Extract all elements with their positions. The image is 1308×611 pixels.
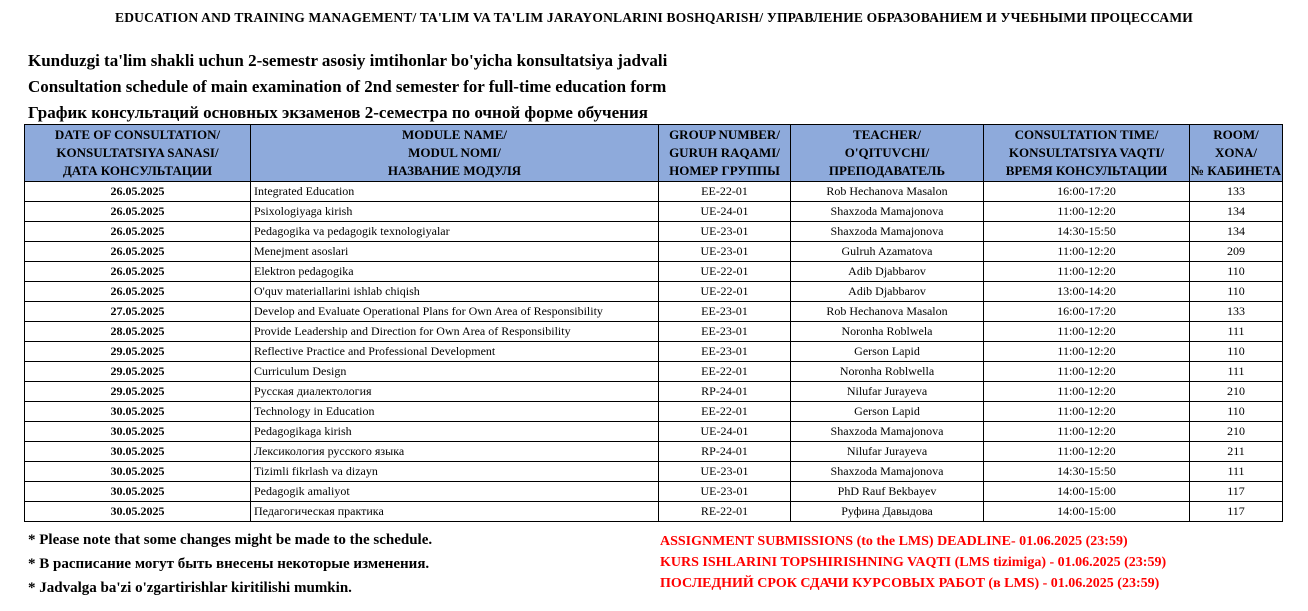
cell-teacher: Noronha Roblwela bbox=[791, 322, 984, 342]
cell-group: EE-22-01 bbox=[659, 402, 791, 422]
cell-room: 110 bbox=[1190, 262, 1283, 282]
cell-time: 16:00-17:20 bbox=[984, 302, 1190, 322]
cell-module: Curriculum Design bbox=[251, 362, 659, 382]
cell-group: RE-22-01 bbox=[659, 502, 791, 522]
cell-teacher: Adib Djabbarov bbox=[791, 282, 984, 302]
deadline-uz: KURS ISHLARINI TOPSHIRISHNING VAQTI (LMS tizimiga) - 01.06.2025 (23:59) bbox=[660, 555, 1167, 570]
cell-teacher: Gulruh Azamatova bbox=[791, 242, 984, 262]
cell-room: 111 bbox=[1190, 362, 1283, 382]
cell-date: 26.05.2025 bbox=[25, 182, 251, 202]
cell-time: 14:00-15:00 bbox=[984, 502, 1190, 522]
cell-room: 110 bbox=[1190, 402, 1283, 422]
cell-room: 134 bbox=[1190, 222, 1283, 242]
cell-module: Integrated Education bbox=[251, 182, 659, 202]
table-row bbox=[25, 262, 1283, 282]
cell-teacher: Rob Hechanova Masalon bbox=[791, 302, 984, 322]
cell-time: 11:00-12:20 bbox=[984, 382, 1190, 402]
cell-module: O'quv materiallarini ishlab chiqish bbox=[251, 282, 659, 302]
note-en: * Please note that some changes might be made to the schedule. bbox=[28, 532, 433, 548]
col-header-module: MODULE NAME/ MODUL NOMI/ НАЗВАНИЕ МОДУЛЯ bbox=[251, 125, 659, 182]
table-row bbox=[25, 222, 1283, 242]
cell-module: Psixologiyaga kirish bbox=[251, 202, 659, 222]
table-row bbox=[25, 242, 1283, 262]
cell-time: 11:00-12:20 bbox=[984, 202, 1190, 222]
cell-teacher: Nilufar Jurayeva bbox=[791, 442, 984, 462]
cell-time: 11:00-12:20 bbox=[984, 422, 1190, 442]
table-row bbox=[25, 462, 1283, 482]
col-header-date: DATE OF CONSULTATION/ KONSULTATSIYA SANASI/ ДАТА КОНСУЛЬТАЦИИ bbox=[25, 125, 251, 182]
cell-group: RP-24-01 bbox=[659, 382, 791, 402]
cell-time: 13:00-14:20 bbox=[984, 282, 1190, 302]
schedule-titles bbox=[28, 48, 667, 126]
cell-module: Elektron pedagogika bbox=[251, 262, 659, 282]
cell-date: 27.05.2025 bbox=[25, 302, 251, 322]
cell-teacher: Noronha Roblwella bbox=[791, 362, 984, 382]
cell-module: Русская диалектология bbox=[251, 382, 659, 402]
cell-group: EE-23-01 bbox=[659, 302, 791, 322]
cell-group: UE-22-01 bbox=[659, 282, 791, 302]
cell-date: 26.05.2025 bbox=[25, 222, 251, 242]
cell-room: 111 bbox=[1190, 322, 1283, 342]
cell-time: 11:00-12:20 bbox=[984, 322, 1190, 342]
title-en: Consultation schedule of main examination of 2nd semester for full-time education form bbox=[28, 77, 667, 96]
cell-group: UE-22-01 bbox=[659, 262, 791, 282]
col-header-time: CONSULTATION TIME/ KONSULTATSIYA VAQTI/ ВРЕМЯ КОНСУЛЬТАЦИИ bbox=[984, 125, 1190, 182]
cell-date: 26.05.2025 bbox=[25, 242, 251, 262]
cell-module: Tizimli fikrlash va dizayn bbox=[251, 462, 659, 482]
cell-module: Педагогическая практика bbox=[251, 502, 659, 522]
cell-date: 30.05.2025 bbox=[25, 402, 251, 422]
table-header-row bbox=[25, 125, 1283, 182]
cell-module: Reflective Practice and Professional Development bbox=[251, 342, 659, 362]
cell-time: 11:00-12:20 bbox=[984, 342, 1190, 362]
cell-teacher: Rob Hechanova Masalon bbox=[791, 182, 984, 202]
title-uz: Kunduzgi ta'lim shakli uchun 2-semestr asosiy imtihonlar bo'yicha konsultatsiya jadvali bbox=[28, 51, 668, 70]
cell-date: 30.05.2025 bbox=[25, 482, 251, 502]
col-header-room: ROOM/ XONA/ № КАБИНЕТА bbox=[1190, 125, 1283, 182]
cell-teacher: Nilufar Jurayeva bbox=[791, 382, 984, 402]
table-row bbox=[25, 302, 1283, 322]
cell-time: 11:00-12:20 bbox=[984, 442, 1190, 462]
cell-module: Provide Leadership and Direction for Own Area of Responsibility bbox=[251, 322, 659, 342]
table-row bbox=[25, 282, 1283, 302]
cell-room: 117 bbox=[1190, 482, 1283, 502]
deadline-ru: ПОСЛЕДНИЙ СРОК СДАЧИ КУРСОВЫХ РАБОТ (в LMS) - 01.06.2025 (23:59) bbox=[660, 576, 1160, 591]
consultation-table bbox=[24, 124, 1283, 522]
table-row bbox=[25, 202, 1283, 222]
table-row bbox=[25, 502, 1283, 522]
cell-group: EE-22-01 bbox=[659, 182, 791, 202]
cell-room: 133 bbox=[1190, 182, 1283, 202]
cell-room: 111 bbox=[1190, 462, 1283, 482]
cell-date: 30.05.2025 bbox=[25, 442, 251, 462]
table-row bbox=[25, 362, 1283, 382]
schedule-notes bbox=[28, 528, 432, 600]
table-body bbox=[25, 182, 1283, 522]
cell-teacher: Gerson Lapid bbox=[791, 402, 984, 422]
cell-room: 117 bbox=[1190, 502, 1283, 522]
cell-time: 11:00-12:20 bbox=[984, 362, 1190, 382]
cell-group: UE-23-01 bbox=[659, 222, 791, 242]
title-ru: График консультаций основных экзаменов 2-семестра по очной форме обучения bbox=[28, 103, 648, 122]
cell-group: EE-23-01 bbox=[659, 342, 791, 362]
cell-date: 29.05.2025 bbox=[25, 362, 251, 382]
cell-group: EE-23-01 bbox=[659, 322, 791, 342]
deadline-notices bbox=[660, 531, 1166, 594]
cell-module: Develop and Evaluate Operational Plans for Own Area of Responsibility bbox=[251, 302, 659, 322]
cell-room: 211 bbox=[1190, 442, 1283, 462]
cell-time: 14:30-15:50 bbox=[984, 222, 1190, 242]
cell-date: 26.05.2025 bbox=[25, 262, 251, 282]
department-header: EDUCATION AND TRAINING MANAGEMENT/ TA'LIM VA TA'LIM JARAYONLARINI BOSHQARISH/ УПРАВЛЕНИЕ ОБРАЗОВАНИЕМ И УЧЕБНЫМИ ПРОЦЕССАМИ bbox=[115, 10, 1193, 25]
cell-room: 110 bbox=[1190, 282, 1283, 302]
table-row bbox=[25, 422, 1283, 442]
cell-date: 29.05.2025 bbox=[25, 382, 251, 402]
cell-module: Pedagogika va pedagogik texnologiyalar bbox=[251, 222, 659, 242]
cell-group: UE-23-01 bbox=[659, 482, 791, 502]
cell-date: 29.05.2025 bbox=[25, 342, 251, 362]
cell-date: 30.05.2025 bbox=[25, 462, 251, 482]
cell-group: UE-23-01 bbox=[659, 462, 791, 482]
cell-module: Menejment asoslari bbox=[251, 242, 659, 262]
table-row bbox=[25, 442, 1283, 462]
cell-group: EE-22-01 bbox=[659, 362, 791, 382]
cell-room: 110 bbox=[1190, 342, 1283, 362]
cell-date: 28.05.2025 bbox=[25, 322, 251, 342]
cell-time: 11:00-12:20 bbox=[984, 262, 1190, 282]
table-row bbox=[25, 182, 1283, 202]
cell-teacher: Руфина Давыдова bbox=[791, 502, 984, 522]
table-row bbox=[25, 402, 1283, 422]
cell-module: Pedagogikaga kirish bbox=[251, 422, 659, 442]
cell-teacher: Shaxzoda Mamajonova bbox=[791, 462, 984, 482]
cell-date: 26.05.2025 bbox=[25, 282, 251, 302]
cell-teacher: Adib Djabbarov bbox=[791, 262, 984, 282]
cell-time: 11:00-12:20 bbox=[984, 402, 1190, 422]
deadline-en: ASSIGNMENT SUBMISSIONS (to the LMS) DEADLINE- 01.06.2025 (23:59) bbox=[660, 534, 1128, 549]
cell-module: Лексикология русского языка bbox=[251, 442, 659, 462]
cell-teacher: PhD Rauf Bekbayev bbox=[791, 482, 984, 502]
cell-date: 26.05.2025 bbox=[25, 202, 251, 222]
cell-room: 133 bbox=[1190, 302, 1283, 322]
cell-teacher: Shaxzoda Mamajonova bbox=[791, 222, 984, 242]
cell-group: UE-24-01 bbox=[659, 422, 791, 442]
cell-room: 134 bbox=[1190, 202, 1283, 222]
cell-date: 30.05.2025 bbox=[25, 422, 251, 442]
cell-module: Pedagogik amaliyot bbox=[251, 482, 659, 502]
cell-time: 11:00-12:20 bbox=[984, 242, 1190, 262]
table-row bbox=[25, 342, 1283, 362]
cell-room: 210 bbox=[1190, 422, 1283, 442]
cell-room: 209 bbox=[1190, 242, 1283, 262]
cell-date: 30.05.2025 bbox=[25, 502, 251, 522]
cell-group: UE-23-01 bbox=[659, 242, 791, 262]
cell-module: Technology in Education bbox=[251, 402, 659, 422]
cell-time: 14:30-15:50 bbox=[984, 462, 1190, 482]
cell-time: 16:00-17:20 bbox=[984, 182, 1190, 202]
cell-teacher: Shaxzoda Mamajonova bbox=[791, 202, 984, 222]
cell-time: 14:00-15:00 bbox=[984, 482, 1190, 502]
table-row bbox=[25, 382, 1283, 402]
cell-room: 210 bbox=[1190, 382, 1283, 402]
cell-teacher: Gerson Lapid bbox=[791, 342, 984, 362]
col-header-group: GROUP NUMBER/ GURUH RAQAMI/ НОМЕР ГРУППЫ bbox=[659, 125, 791, 182]
note-uz: * Jadvalga ba'zi o'zgartirishlar kiritilishi mumkin. bbox=[28, 580, 352, 596]
table-row bbox=[25, 322, 1283, 342]
col-header-teacher: TEACHER/ O'QITUVCHI/ ПРЕПОДАВАТЕЛЬ bbox=[791, 125, 984, 182]
cell-teacher: Shaxzoda Mamajonova bbox=[791, 422, 984, 442]
cell-group: RP-24-01 bbox=[659, 442, 791, 462]
cell-group: UE-24-01 bbox=[659, 202, 791, 222]
table-row bbox=[25, 482, 1283, 502]
note-ru: * В расписание могут быть внесены некоторые изменения. bbox=[28, 556, 430, 572]
